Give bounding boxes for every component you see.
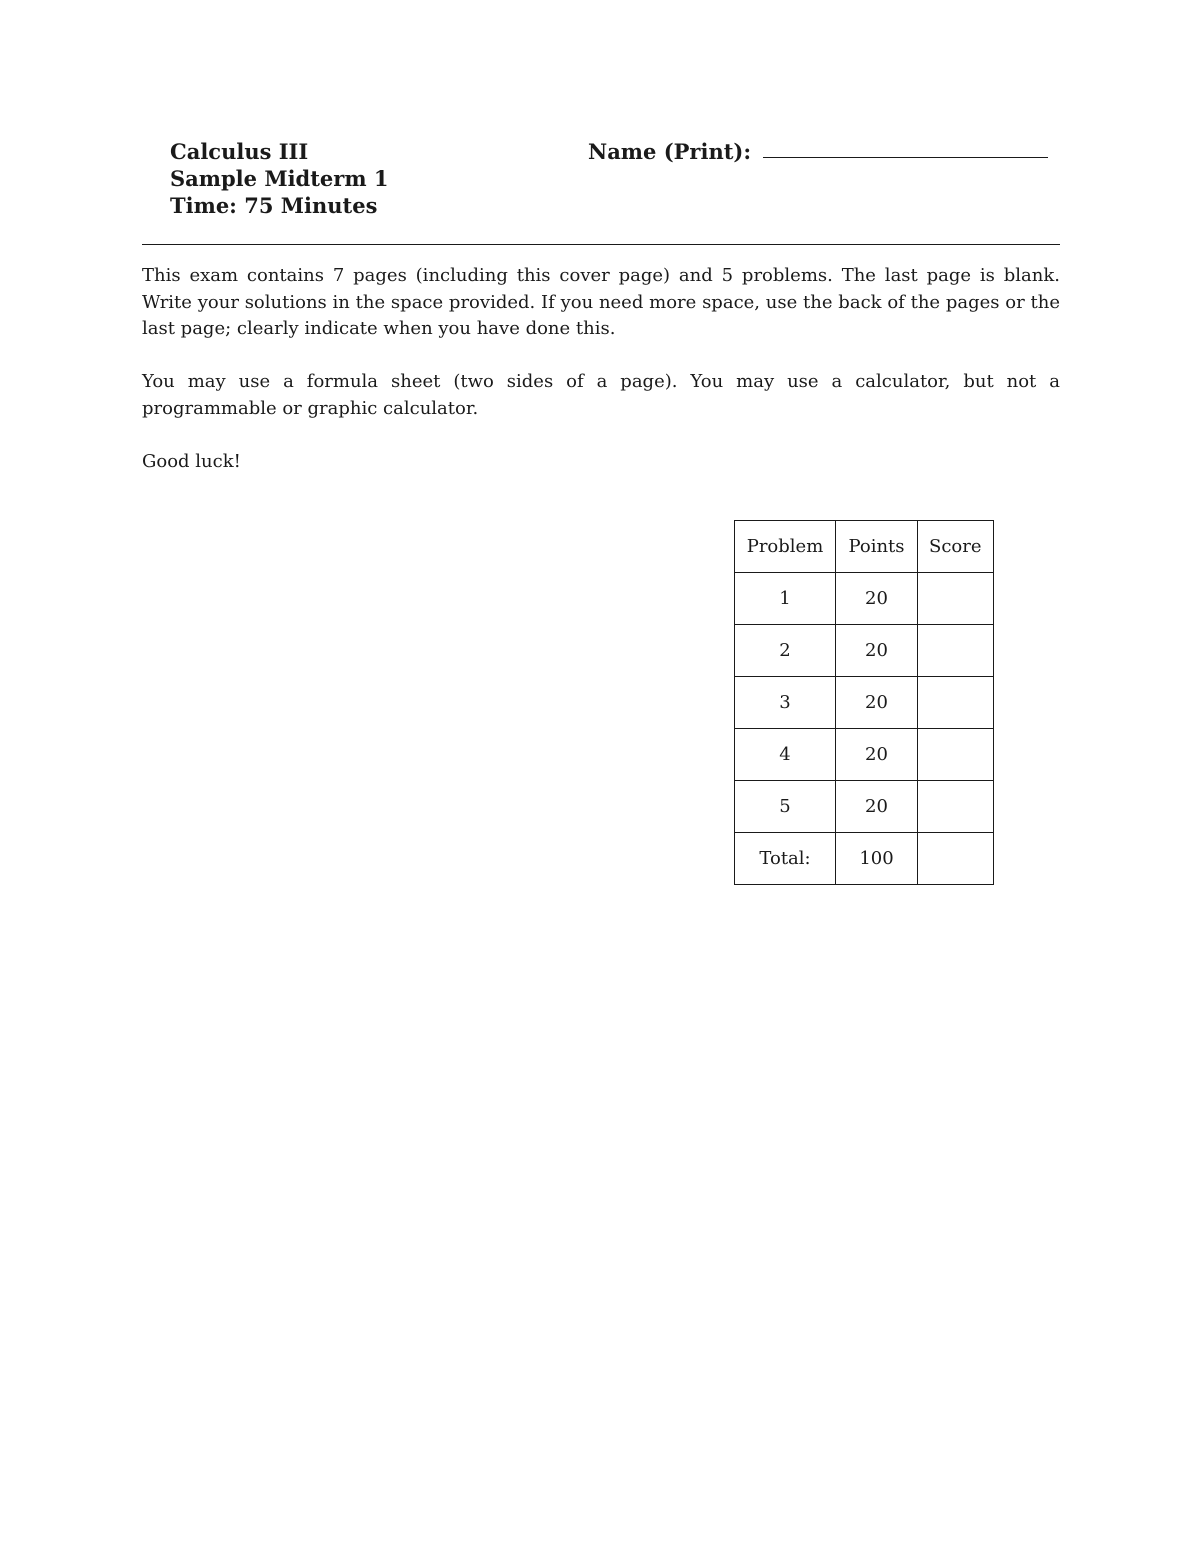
header-score: Score — [918, 521, 994, 573]
problem-points: 20 — [836, 781, 918, 833]
problem-number: 1 — [735, 573, 836, 625]
header-problem: Problem — [735, 521, 836, 573]
problem-score-cell[interactable] — [918, 677, 994, 729]
header-points: Points — [836, 521, 918, 573]
score-table — [734, 520, 994, 885]
name-label: Name (Print): — [588, 139, 752, 164]
table-total-row — [735, 833, 994, 885]
total-label: Total: — [735, 833, 836, 885]
problem-score-cell[interactable] — [918, 625, 994, 677]
table-row — [735, 573, 994, 625]
header-divider — [142, 244, 1060, 245]
instructions — [142, 263, 1060, 502]
problem-points: 20 — [836, 729, 918, 781]
problem-score-cell[interactable] — [918, 781, 994, 833]
name-field[interactable] — [763, 157, 1048, 158]
total-points: 100 — [836, 833, 918, 885]
problem-number: 4 — [735, 729, 836, 781]
table-row — [735, 729, 994, 781]
course-title: Calculus III — [170, 139, 309, 164]
problem-number: 5 — [735, 781, 836, 833]
problem-number: 2 — [735, 625, 836, 677]
problem-score-cell[interactable] — [918, 729, 994, 781]
problem-points: 20 — [836, 573, 918, 625]
problem-points: 20 — [836, 625, 918, 677]
problem-number: 3 — [735, 677, 836, 729]
problem-points: 20 — [836, 677, 918, 729]
instructions-paragraph-1: This exam contains 7 pages (including this cover page) and 5 problems. The last page is blank. Write your solutions in the space provided. If you need more space, use the back of the pages or the last page; clearly indicate when you have done this. — [142, 265, 1060, 339]
exam-title: Sample Midterm 1 — [170, 166, 389, 191]
total-score-cell[interactable] — [918, 833, 994, 885]
table-row — [735, 625, 994, 677]
table-row — [735, 677, 994, 729]
problem-score-cell[interactable] — [918, 573, 994, 625]
exam-time: Time: 75 Minutes — [170, 193, 378, 218]
exam-header — [170, 138, 389, 219]
table-header-row — [735, 521, 994, 573]
table-row — [735, 781, 994, 833]
instructions-paragraph-3: Good luck! — [142, 450, 241, 472]
instructions-paragraph-2: You may use a formula sheet (two sides of a page). You may use a calculator, but not a programmable or graphic calculator. — [142, 371, 1060, 419]
